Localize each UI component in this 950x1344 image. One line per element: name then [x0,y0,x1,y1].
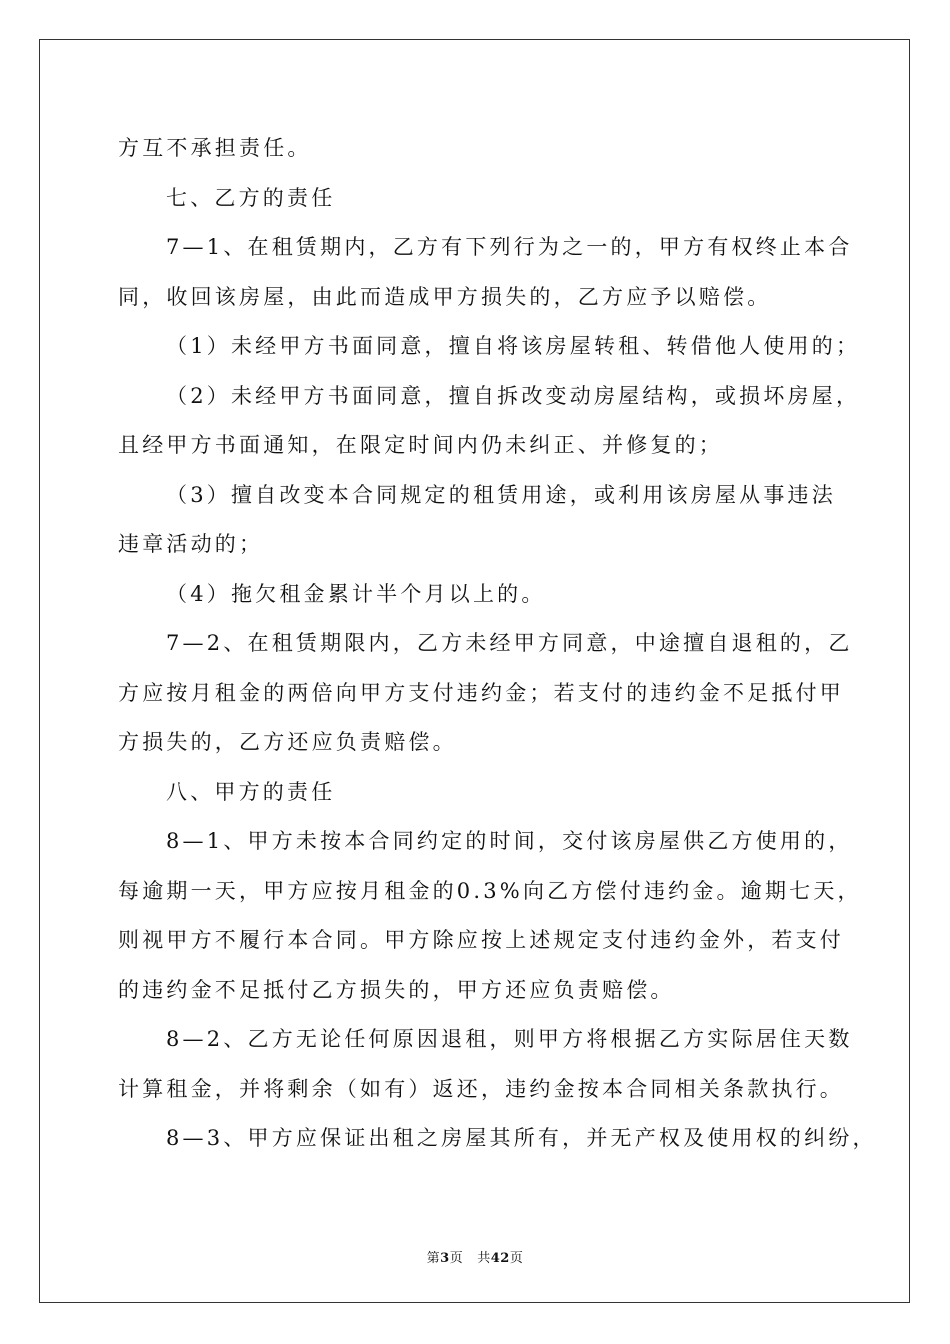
list-item: （2）未经甲方书面同意，擅自拆改变动房屋结构，或损坏房屋， [166,383,861,408]
clause-line: 7—2、在租赁期限内，乙方未经甲方同意，中途擅自退租的，乙 [166,631,853,655]
total-prefix: 共 [477,1251,491,1266]
text-line: 方应按月租金的两倍向甲方支付违约金；若支付的违约金不足抵付甲 [118,680,844,705]
text-line: 方互不承担责任。 [118,136,312,160]
clause-line: 8—3、甲方应保证出租之房屋其所有，并无产权及使用权的纠纷， [166,1126,877,1150]
total-unit: 页 [509,1251,524,1266]
clause-line: 8—1、甲方未按本合同约定的时间，交付该房屋供乙方使用的， [166,829,853,853]
text-line: 的违约金不足抵付乙方损失的，甲方还应负责赔偿。 [118,977,675,1002]
text-line: 则视甲方不履行本合同。甲方除应按上述规定支付违约金外，若支付 [118,928,844,952]
page-current: 3 [440,1251,450,1266]
text-line: 且经甲方书面通知，在限定时间内仍未纠正、并修复的； [118,433,723,457]
clause-line: 7—1、在租赁期内，乙方有下列行为之一的，甲方有权终止本合 [166,235,853,259]
page-footer [0,1247,950,1266]
list-item: （4）拖欠租金累计半个月以上的。 [166,581,546,606]
text-line: 违章活动的； [118,532,264,556]
section-heading: 七、乙方的责任 [166,185,336,210]
document-body [118,124,877,1164]
text-line: 同，收回该房屋，由此而造成甲方损失的，乙方应予以赔偿。 [118,284,772,309]
list-item: （1）未经甲方书面同意，擅自将该房屋转租、转借他人使用的； [166,334,861,358]
page-unit: 页 [449,1251,464,1266]
text-line: 方损失的，乙方还应负责赔偿。 [118,730,457,754]
text-line: 计算租金，并将剩余（如有）返还，违约金按本合同相关条款执行。 [118,1076,844,1101]
clause-line: 8—2、乙方无论任何原因退租，则甲方将根据乙方实际居住天数 [166,1027,853,1051]
page-total: 42 [490,1251,510,1266]
text-line: 每逾期一天，甲方应按月租金的0.3%向乙方偿付违约金。逾期七天， [118,878,862,903]
list-item: （3）擅自改变本合同规定的租赁用途，或利用该房屋从事违法 [166,482,836,507]
section-heading: 八、甲方的责任 [166,779,336,804]
page-prefix: 第 [426,1251,441,1266]
